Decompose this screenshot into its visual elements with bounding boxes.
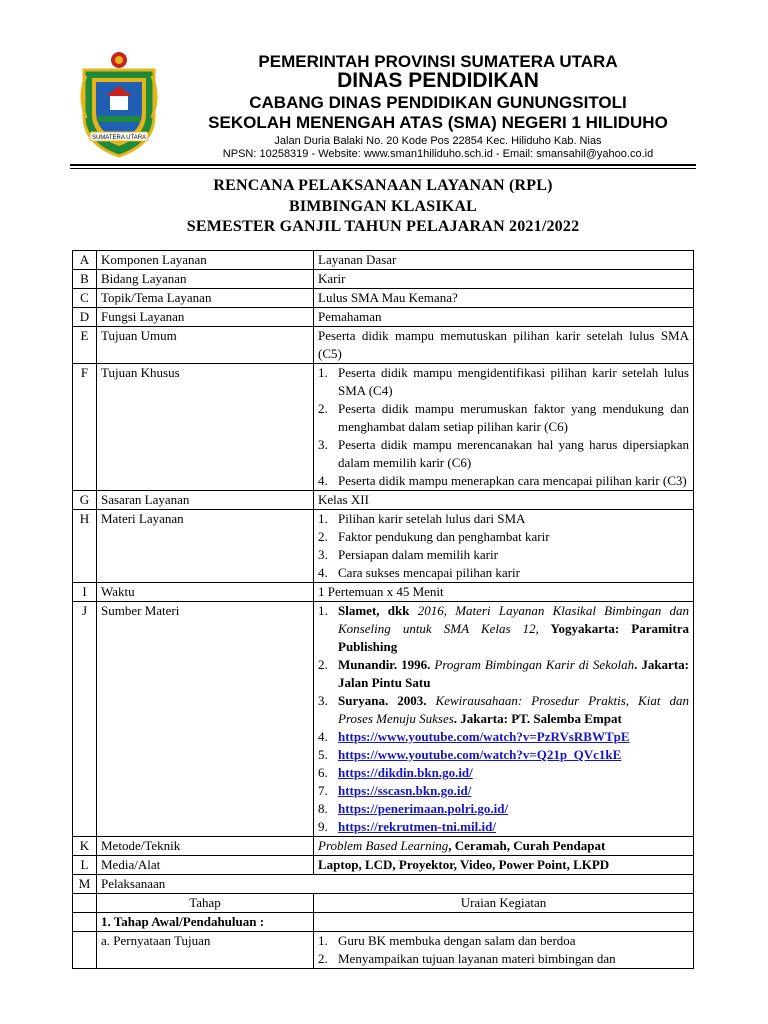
ref-title: Kewirausahaan: Prosedur Praktis, Kiat dan Proses Menuju Sukses xyxy=(338,693,689,726)
ref-author: Munandir. 1996. xyxy=(338,657,435,672)
reference-link[interactable]: https://www.youtube.com/watch?v=PzRVsRBWTpE xyxy=(338,729,630,744)
item-text: Faktor pendukung dan penghambat karir xyxy=(338,529,550,544)
list-item xyxy=(318,436,689,472)
list-item xyxy=(318,818,689,836)
item-text xyxy=(338,692,689,728)
reference-list xyxy=(318,602,689,836)
svg-text:SUMATERA UTARA: SUMATERA UTARA xyxy=(91,135,147,141)
list-item xyxy=(318,746,689,764)
column-header-activity: Uraian Kegiatan xyxy=(314,894,694,913)
address-line: Jalan Duria Balaki No. 20 Kode Pos 22854 Kec. Hiliduho Kab. Nias xyxy=(274,135,602,147)
ref-title: Program Bimbingan Karir di Sekolah xyxy=(434,657,635,672)
item-number: 3. xyxy=(318,547,328,562)
row-value: 1 Pertemuan x 45 Menit xyxy=(314,583,694,602)
item-text: Peserta didik mampu menerapkan cara mencapai pilihan karir (C3) xyxy=(338,473,687,488)
item-number: 1. xyxy=(318,933,328,948)
row-code: B xyxy=(73,270,97,289)
doc-title: RENCANA PELAKSANAAN LAYANAN (RPL) xyxy=(213,177,553,194)
activity-list xyxy=(318,932,689,968)
item-text xyxy=(338,656,689,692)
row-code: C xyxy=(73,289,97,308)
item-text: Peserta didik mampu merencanakan hal yang harus dipersiapkan dalam memilih karir (C6) xyxy=(338,437,689,470)
contact-line: NPSN: 10258319 - Website: www.sman1hiliduho.sch.id - Email: smansahil@yahoo.co.id xyxy=(222,148,654,160)
item-number: 4. xyxy=(318,729,328,744)
ref-author: Suryana. 2003. xyxy=(338,693,436,708)
list-item xyxy=(318,546,689,564)
item-text: Cara sukses mencapai pilihan karir xyxy=(338,565,520,580)
item-number: 5. xyxy=(318,747,328,762)
row-code: M xyxy=(73,875,97,894)
row-code: K xyxy=(73,837,97,856)
table-row xyxy=(73,289,694,308)
row-label: Tujuan Umum xyxy=(97,327,314,364)
row-value xyxy=(314,913,694,932)
row-value xyxy=(314,364,694,491)
row-code: I xyxy=(73,583,97,602)
row-label: Tujuan Khusus xyxy=(97,364,314,491)
ref-author: Slamet, dkk xyxy=(338,603,418,618)
table-row xyxy=(73,856,694,875)
list-item xyxy=(318,472,689,490)
row-value xyxy=(314,602,694,837)
row-value: Pemahaman xyxy=(314,308,694,327)
doc-semester: SEMESTER GANJIL TAHUN PELAJARAN 2021/2022 xyxy=(186,218,580,235)
item-number: 1. xyxy=(318,511,328,526)
stage-heading: 1. Tahap Awal/Pendahuluan : xyxy=(97,913,314,932)
item-text: Guru BK membuka dengan salam dan berdoa xyxy=(338,933,576,948)
reference-link[interactable]: https://rekrutmen-tni.mil.id/ xyxy=(338,819,496,834)
item-number: 3. xyxy=(318,437,328,452)
list-item xyxy=(318,400,689,436)
row-value xyxy=(314,932,694,969)
row-code: J xyxy=(73,602,97,837)
list-item xyxy=(318,950,689,968)
item-number: 3. xyxy=(318,693,328,708)
row-label: Topik/Tema Layanan xyxy=(97,289,314,308)
stage-sub: a. Pernyataan Tujuan xyxy=(97,932,314,969)
row-label: Sumber Materi xyxy=(97,602,314,837)
method-rest: , Ceramah, Curah Pendapat xyxy=(448,838,606,853)
list-item xyxy=(318,728,689,746)
list-item xyxy=(318,510,689,528)
agency-line: DINAS PENDIDIKAN xyxy=(337,69,539,92)
row-value: Layanan Dasar xyxy=(314,251,694,270)
row-value xyxy=(314,510,694,583)
row-code xyxy=(73,932,97,969)
item-text: Peserta didik mampu mengidentifikasi pilihan karir setelah lulus SMA (C4) xyxy=(338,365,689,398)
school-line: SEKOLAH MENENGAH ATAS (SMA) NEGERI 1 HILIDUHO xyxy=(208,113,668,132)
row-label: Materi Layanan xyxy=(97,510,314,583)
item-number: 4. xyxy=(318,565,328,580)
list-item xyxy=(318,932,689,950)
row-code: G xyxy=(73,491,97,510)
header-rule xyxy=(70,164,696,166)
table-row xyxy=(73,913,694,932)
item-number: 1. xyxy=(318,365,328,380)
item-text: Persiapan dalam memilih karir xyxy=(338,547,498,562)
table-row xyxy=(73,837,694,856)
row-value: Kelas XII xyxy=(314,491,694,510)
item-number: 8. xyxy=(318,801,328,816)
row-code: L xyxy=(73,856,97,875)
item-text xyxy=(338,602,689,656)
row-code: A xyxy=(73,251,97,270)
material-list xyxy=(318,510,689,582)
row-value xyxy=(314,837,694,856)
row-code: D xyxy=(73,308,97,327)
list-item xyxy=(318,782,689,800)
row-label: Fungsi Layanan xyxy=(97,308,314,327)
province-logo xyxy=(76,46,162,158)
row-label: Sasaran Layanan xyxy=(97,491,314,510)
method-italic: Problem Based Learning xyxy=(318,838,449,853)
table-row xyxy=(73,875,694,894)
column-header-stage: Tahap xyxy=(97,894,314,913)
row-code: E xyxy=(73,327,97,364)
list-item xyxy=(318,602,689,656)
branch-line: CABANG DINAS PENDIDIKAN GUNUNGSITOLI xyxy=(249,93,627,112)
table-row xyxy=(73,491,694,510)
list-item xyxy=(318,800,689,818)
item-number: 2. xyxy=(318,529,328,544)
gov-line: PEMERINTAH PROVINSI SUMATERA UTARA xyxy=(258,52,618,71)
list-item xyxy=(318,764,689,782)
ref-publisher: . Jakarta: PT. Salemba Empat xyxy=(453,711,622,726)
doc-subtitle: BIMBINGAN KLASIKAL xyxy=(288,198,478,215)
list-item xyxy=(318,364,689,400)
row-label: Waktu xyxy=(97,583,314,602)
header-rule-thin xyxy=(70,168,696,169)
item-number: 4. xyxy=(318,473,328,488)
table-row xyxy=(73,894,694,913)
table-row xyxy=(73,270,694,289)
item-number: 2. xyxy=(318,657,328,672)
row-label: Media/Alat xyxy=(97,856,314,875)
row-value: Laptop, LCD, Proyektor, Video, Power Point, LKPD xyxy=(314,856,694,875)
table-row xyxy=(73,602,694,837)
table-row xyxy=(73,510,694,583)
item-text: Peserta didik mampu merumuskan faktor yang mendukung dan menghambat dalam setiap pilihan karir (C6) xyxy=(338,401,689,434)
reference-link[interactable]: https://penerimaan.polri.go.id/ xyxy=(338,801,509,816)
table-row xyxy=(73,583,694,602)
item-number: 2. xyxy=(318,951,328,966)
row-label: Metode/Teknik xyxy=(97,837,314,856)
row-label: Komponen Layanan xyxy=(97,251,314,270)
row-label: Bidang Layanan xyxy=(97,270,314,289)
item-number: 2. xyxy=(318,401,328,416)
item-number: 9. xyxy=(318,819,328,834)
row-value: Lulus SMA Mau Kemana? xyxy=(314,289,694,308)
table-row xyxy=(73,251,694,270)
objective-list xyxy=(318,364,689,490)
row-code: F xyxy=(73,364,97,491)
list-item xyxy=(318,692,689,728)
list-item xyxy=(318,656,689,692)
table-row xyxy=(73,932,694,969)
row-code xyxy=(73,913,97,932)
row-code: H xyxy=(73,510,97,583)
reference-link[interactable]: https://sscasn.bkn.go.id/ xyxy=(338,783,472,798)
item-text: Menyampaikan tujuan layanan materi bimbingan dan xyxy=(338,951,616,966)
table-row xyxy=(73,364,694,491)
list-item xyxy=(318,564,689,582)
row-value: Peserta didik mampu memutuskan pilihan karir setelah lulus SMA (C5) xyxy=(314,327,694,364)
table-row xyxy=(73,327,694,364)
ref-publisher: Yogyakarta: Paramitra Publishing xyxy=(338,621,689,654)
ref-title: 2016, Materi Layanan Klasikal Bimbingan dan Konseling untuk SMA Kelas 12, xyxy=(338,603,689,636)
rpl-table xyxy=(72,250,694,969)
item-text: Pilihan karir setelah lulus dari SMA xyxy=(338,511,526,526)
table-row xyxy=(73,308,694,327)
row-value: Karir xyxy=(314,270,694,289)
list-item xyxy=(318,528,689,546)
row-code xyxy=(73,894,97,913)
reference-link[interactable]: https://dikdin.bkn.go.id/ xyxy=(338,765,473,780)
item-number: 6. xyxy=(318,765,328,780)
item-number: 7. xyxy=(318,783,328,798)
row-label: Pelaksanaan xyxy=(97,875,694,894)
item-number: 1. xyxy=(318,603,328,618)
ref-publisher: . Jakarta: Jalan Pintu Satu xyxy=(338,657,689,690)
reference-link[interactable]: https://www.youtube.com/watch?v=Q21p_QVc1kE xyxy=(338,747,622,762)
